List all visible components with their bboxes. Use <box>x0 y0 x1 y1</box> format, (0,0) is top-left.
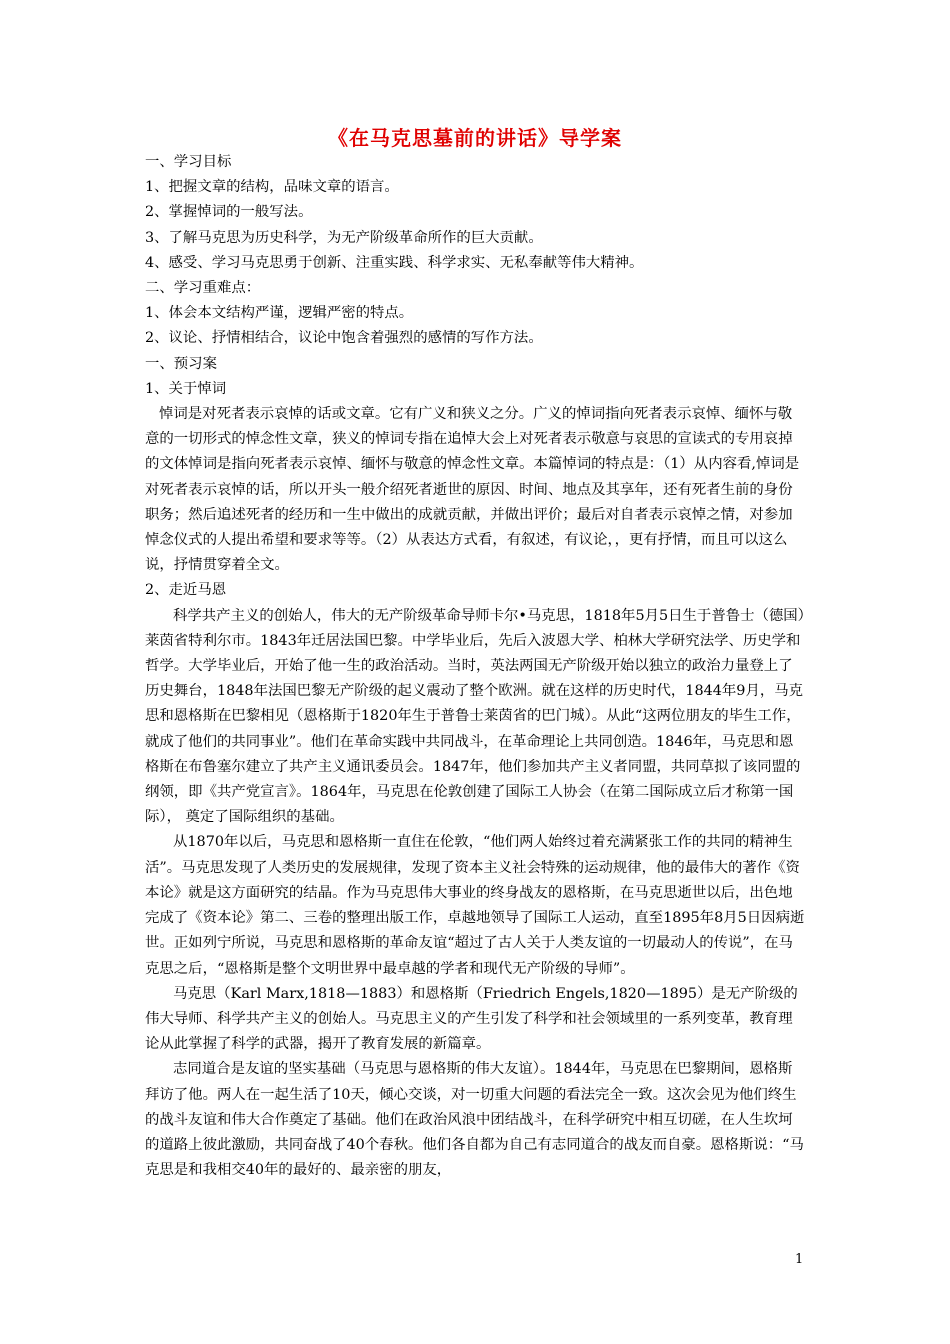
marx-paragraph: 马克思（Karl Marx,1818—1883）和恩格斯（Friedrich Engels,1820—1895）是无产阶级的伟大导师、科学共产主义的创始人。马克思主义的产生引发了科学和社会领域里的一系列变革，教育理论从此掌握了科学的武器，揭开了教育发展的新篇章。 <box>145 985 798 1053</box>
section-heading-preview: 一、预习案 <box>145 355 217 372</box>
subheading-eulogy: 1、关于悼词 <box>145 380 227 397</box>
page-title: 《在马克思墓前的讲话》导学案 <box>328 126 622 150</box>
key-point-item: 1、体会本文结构严谨，逻辑严密的特点。 <box>145 305 414 322</box>
goal-item: 2、掌握悼词的一般写法。 <box>145 204 313 221</box>
section-heading-goals: 一、学习目标 <box>145 154 232 170</box>
eulogy-paragraph: 悼词是对死者表示哀悼的话或文章。它有广义和狭义之分。广义的悼词指向死者表示哀悼、缅怀与敬意的一切形式的悼念性文章，狭义的悼词专指在追悼大会上对死者表示敬意与哀思的宣读式的专用哀掉的文体悼词是指向死者表示哀悼、缅怀与敬意的悼念性文章。本篇悼词的特点是：（1）从内容看,悼词是对死者表示哀悼的话，所以开头一般介绍死者逝世的原因、时间、地点及其享年，还有死者生前的身份职务；然后追述死者的经历和一生中做出的成就贡献，并做出评价；最后对自者表示哀悼之情，对参加悼念仪式的人提出希望和要求等等。（2）从表达方式看，有叙述，有议论，，更有抒情，而且可以这么说，抒情贯穿着全文。 <box>145 406 800 574</box>
subheading-marx-engels: 2、走近马恩 <box>145 582 227 599</box>
marx-paragraph: 科学共产主义的创始人，伟大的无产阶级革命导师卡尔•马克思，1818年5月5日生于普鲁士（德国）莱茵省特利尔市。1843年迁居法国巴黎。中学毕业后，先后入波恩大学、柏林大学研究法学、历史学和哲学。大学毕业后，开始了他一生的政治活动。当时，英法两国无产阶级开始以独立的政治力量登上了历史舞台，1848年法国巴黎无产阶级的起义震动了整个欧洲。就在这样的历史时代，1844年9月，马克思和恩格斯在巴黎相见（恩格斯于1820年生于普鲁士莱茵省的巴门城）。从此“这两位朋友的毕生工作，就成了他们的共同事业”。他们在革命实践中共同战斗，在革命理论上共同创造。1846年，马克思和恩格斯在布鲁塞尔建立了共产主义通讯委员会。1847年，他们参加共产主义者同盟，共同草拟了该同盟的纲领，即《共产党宣言》。1864年，马克思在伦敦创建了国际工人协会（在第二国际成立后才称第一国际）， 奠定了国际组织的基础。 <box>145 607 805 826</box>
goal-item: 1、把握文章的结构，品味文章的语言。 <box>145 179 399 196</box>
marx-paragraph: 从1870年以后，马克思和恩格斯一直住在伦敦，“他们两人始终过着充满紧张工作的共同的精神生活”。马克思发现了人类历史的发展规律，发现了资本主义社会特殊的运动规律，他的最伟大的著作《资本论》就是这方面研究的结晶。作为马克思伟大事业的终身战友的恩格斯，在马克思逝世以后，出色地完成了《资本论》第二、三卷的整理出版工作，卓越地领导了国际工人运动，直至1895年8月5日因病逝世。正如列宁所说，马克思和恩格斯的革命友谊“超过了古人关于人类友谊的一切最动人的传说”，在马克思之后，“恩格斯是整个文明世界中最卓越的学者和现代无产阶级的导师”。 <box>145 834 805 977</box>
document-body <box>145 150 805 1183</box>
key-point-item: 2、议论、抒情相结合，议论中饱含着强烈的感情的写作方法。 <box>145 330 543 347</box>
marx-paragraph: 志同道合是友谊的坚实基础（马克思与恩格斯的伟大友谊）。1844年，马克思在巴黎期间，恩格斯拜访了他。两人在一起生活了10天，倾心交谈，对一切重大问题的看法完全一致。这次会见为他们终生的战斗友谊和伟大合作奠定了基础。他们在政治风浪中团结战斗，在科学研究中相互切磋，在人生坎坷的道路上彼此激励，共同奋战了40个春秋。他们各自都为自己有志同道合的战友而自豪。恩格斯说：“马克思是和我相交40年的最好的、最亲密的朋友， <box>145 1061 804 1179</box>
goal-item: 4、感受、学习马克思勇于创新、注重实践、科学求实、无私奉献等伟大精神。 <box>145 254 644 271</box>
goal-item: 3、了解马克思为历史科学，为无产阶级革命所作的巨大贡献。 <box>145 229 543 246</box>
page-number: 1 <box>795 1252 804 1267</box>
section-heading-key-points: 二、学习重难点： <box>145 280 261 297</box>
